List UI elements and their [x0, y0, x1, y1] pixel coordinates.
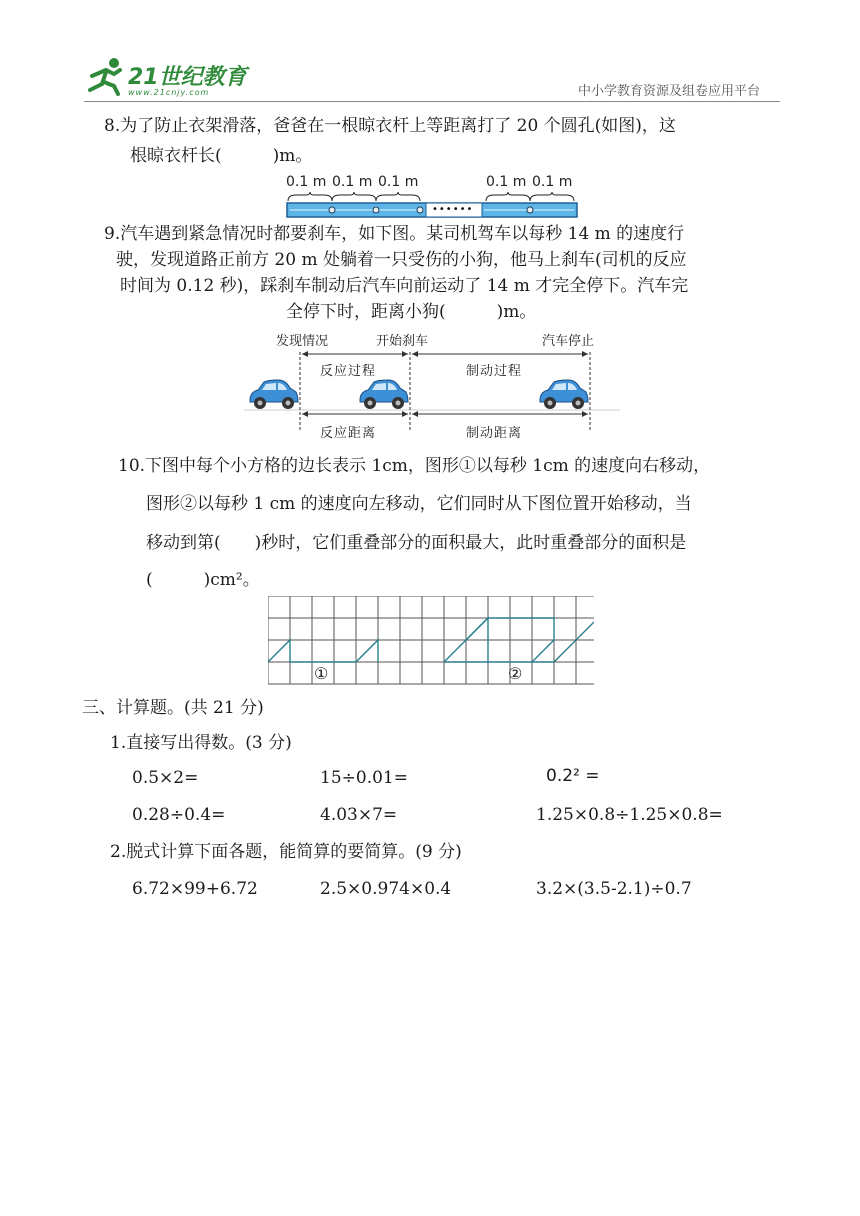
calc-item-2: 15÷0.01= [320, 768, 408, 788]
platform-name: 中小学教育资源及组卷应用平台 [578, 84, 761, 99]
rod-label-2: 0.1 m [332, 174, 373, 190]
q10-line2: 图形②以每秒 1 cm 的速度向左移动，它们同时从下图位置开始移动，当 [146, 494, 692, 514]
q9-line2: 驶，发现道路正前方 20 m 处躺着一只受伤的小狗，他马上刹车(司机的反应 [116, 250, 687, 270]
q10-line3: 移动到第( )秒时，它们重叠部分的面积最大，此时重叠部分的面积是 [146, 533, 687, 553]
label-car-stop: 汽车停止 [542, 334, 595, 349]
header [0, 0, 860, 105]
car-icon-3 [536, 378, 590, 412]
car-icon-1 [246, 378, 300, 412]
label-braking-process: 制动过程 [466, 364, 523, 379]
calc-item-3: 0.2² = [546, 766, 600, 786]
q9-line3: 时间为 0.12 秒)，踩刹车制动后汽车向前运动了 14 m 才完全停下。汽车完 [120, 276, 689, 296]
label-discover: 发现情况 [276, 334, 329, 349]
q8-rod-diagram [286, 172, 578, 218]
rod-braces [286, 192, 578, 202]
label-braking-distance: 制动距离 [466, 426, 523, 441]
shape-2-label: ② [508, 664, 523, 683]
rod-label-5: 0.1 m [532, 174, 573, 190]
label-reaction-distance: 反应距离 [320, 426, 377, 441]
rod-dots: •••••• [432, 204, 474, 215]
calc-item-4: 0.28÷0.4= [132, 805, 226, 825]
q9-line4: 全停下时，距离小狗( )m。 [286, 302, 537, 322]
q8-line2: 根晾衣杆长( )m。 [130, 146, 313, 166]
calc-item-1: 0.5×2= [132, 768, 199, 788]
q9-braking-diagram [244, 330, 620, 442]
label-start-braking: 开始刹车 [376, 334, 429, 349]
q10-line1: 10.下图中每个小方格的边长表示 1cm，图形①以每秒 1cm 的速度向右移动， [118, 456, 711, 476]
sub2-title: 2.脱式计算下面各题，能简算的要简算。(9 分) [110, 842, 462, 862]
section3-title: 三、计算题。(共 21 分) [82, 698, 264, 718]
label-reaction-process: 反应过程 [320, 364, 377, 379]
q8-line1: 8.为了防止衣架滑落，爸爸在一根晾衣杆上等距离打了 20 个圆孔(如图)，这 [104, 116, 676, 136]
q10-grid-diagram [268, 596, 594, 686]
calc-item-6: 1.25×0.8÷1.25×0.8= [536, 805, 723, 825]
sub1-title: 1.直接写出得数。(3 分) [110, 733, 292, 753]
logo-url: www.21cnjy.com [128, 88, 210, 97]
expr-item-2: 2.5×0.974×0.4 [320, 879, 452, 899]
rod-label-3: 0.1 m [378, 174, 419, 190]
q9-line1: 9.汽车遇到紧急情况时都要刹车，如下图。某司机驾车以每秒 14 m 的速度行 [104, 224, 685, 244]
expr-item-1: 6.72×99+6.72 [132, 879, 258, 899]
runner-logo-icon [84, 56, 128, 96]
expr-item-3: 3.2×(3.5-2.1)÷0.7 [536, 879, 692, 899]
header-divider [84, 101, 780, 102]
logo-text: 21世纪教育 [128, 65, 247, 90]
shape-1-label: ① [314, 664, 329, 683]
rod-label-4: 0.1 m [486, 174, 527, 190]
q10-line4: ( )cm²。 [146, 570, 260, 590]
rod-label-1: 0.1 m [286, 174, 327, 190]
calc-item-5: 4.03×7= [320, 805, 398, 825]
car-icon-2 [356, 378, 410, 412]
